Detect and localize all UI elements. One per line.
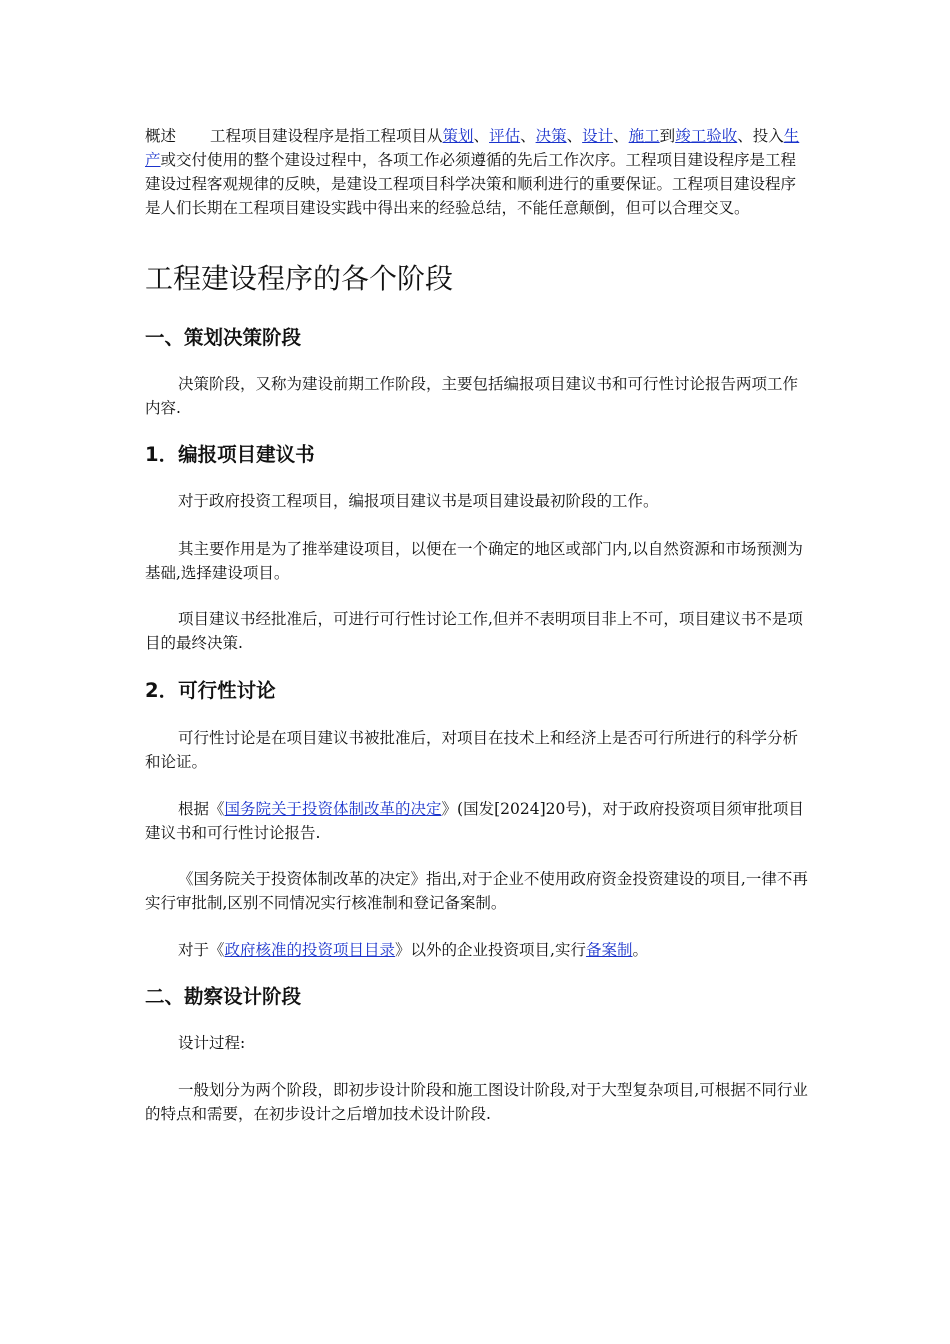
- sub2-paragraph-3: 《国务院关于投资体制改革的决定》指出,对于企业不使用政府资金投资建设的项目,一律不再实行审批制,区别不同情况实行核准制和登记备案制。: [145, 870, 808, 912]
- document-body: [145, 124, 810, 1126]
- sub2-paragraph-2: 根据《国务院关于投资体制改革的决定》(国发[2024]20号)，对于政府投资项目须审批项目建议书和可行性讨论报告.: [145, 800, 804, 842]
- stage2-paragraph-1: 设计过程:: [178, 1034, 246, 1052]
- sub2-heading: 2．可行性讨论: [145, 679, 276, 702]
- sub1-paragraph-2: 其主要作用是为了推举建设项目，以便在一个确定的地区或部门内,以自然资源和市场预测为基础,选择建设项目。: [145, 540, 803, 582]
- link-decision[interactable]: 决策: [535, 127, 567, 145]
- stage1-heading: 一、策划决策阶段: [145, 326, 302, 349]
- link-production[interactable]: 生产: [145, 127, 800, 169]
- link-investment-reform-decision[interactable]: 国务院关于投资体制改革的决定: [224, 800, 442, 818]
- overview-label: 概述: [145, 127, 177, 145]
- sub1-paragraph-3: 项目建议书经批准后，可进行可行性讨论工作,但并不表明项目非上不可，项目建议书不是项目的最终决策.: [145, 610, 803, 652]
- sub1-paragraph-1: 对于政府投资工程项目，编报项目建议书是项目建设最初阶段的工作。: [178, 492, 659, 510]
- link-approved-project-catalog[interactable]: 政府核准的投资项目目录: [224, 941, 396, 959]
- link-design[interactable]: 设计: [582, 127, 614, 145]
- stage1-paragraph: 决策阶段，又称为建设前期工作阶段，主要包括编报项目建议书和可行性讨论报告两项工作内容.: [145, 375, 799, 417]
- link-planning[interactable]: 策划: [442, 127, 474, 145]
- stage2-heading: 二、勘察设计阶段: [145, 985, 302, 1008]
- sub1-heading: 1．编报项目建议书: [145, 443, 315, 466]
- sub2-paragraph-1: 可行性讨论是在项目建议书被批准后，对项目在技术上和经济上是否可行所进行的科学分析和论证。: [145, 729, 799, 771]
- main-title: 工程建设程序的各个阶段: [145, 262, 454, 295]
- link-construction[interactable]: 施工: [628, 127, 660, 145]
- overview-paragraph: 概述 工程项目建设程序是指工程项目从策划、评估、决策、设计、施工到竣工验收、投入生产或交付使用的整个建设过程中，各项工作必须遵循的先后工作次序。工程项目建设程序是工程建设过程客观规律的反映，是建设工程项目科学决策和顺利进行的重要保证。工程项目建设程序是人们长期在工程项目建设实践中得出来的经验总结，不能任意颠倒，但可以合理交叉。: [145, 127, 800, 217]
- link-acceptance[interactable]: 竣工验收: [675, 127, 738, 145]
- link-evaluation[interactable]: 评估: [489, 127, 521, 145]
- stage2-paragraph-2: 一般划分为两个阶段，即初步设计阶段和施工图设计阶段,对于大型复杂项目,可根据不同行业的特点和需要，在初步设计之后增加技术设计阶段.: [145, 1081, 808, 1123]
- link-filing-system[interactable]: 备案制: [585, 941, 633, 959]
- sub2-paragraph-4: 对于《政府核准的投资项目目录》以外的企业投资项目,实行备案制。: [178, 941, 648, 959]
